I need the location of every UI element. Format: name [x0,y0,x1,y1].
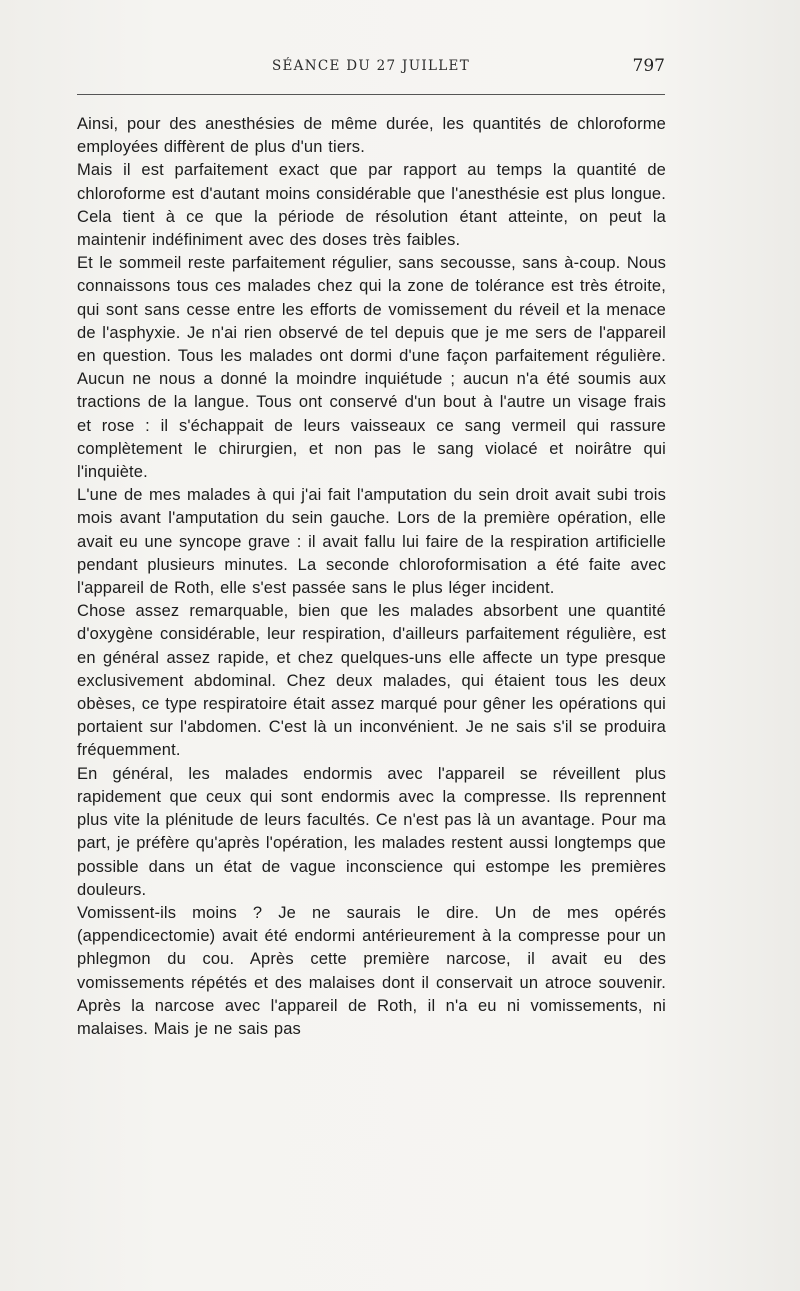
running-head [77,58,665,84]
body-text [77,113,666,1041]
header-rule [77,94,665,95]
page-number: 797 [632,56,665,76]
paragraph: L'une de mes malades à qui j'ai fait l'amputation du sein droit avait subi trois mois avant l'amputation du sein gauche. Lors de la première opération, elle avait eu une syncope grave : il avait fallu lui faire de la respiration artificielle pendant plusieurs minutes. La seconde chloroformisation a été faite avec l'appareil de Roth, elle s'est passée sans le plus léger incident. [77,486,666,598]
paragraph: Vomissent-ils moins ? Je ne saurais le dire. Un de mes opérés (appendicectomie) avait été endormi antérieurement à la compresse pour un phlegmon du cou. Après cette première narcose, il avait eu des vomissements répétés et des malaises dont il conservait un atroce souvenir. Après la narcose avec l'appareil de Roth, il n'a eu ni vomissements, ni malaises. Mais je ne sais pas [77,903,666,1038]
paragraph: Et le sommeil reste parfaitement régulier, sans secousse, sans à-coup. Nous connaissons tous ces malades chez qui la zone de tolérance est très étroite, qui sont sans cesse entre les efforts de vomissement du réveil et la menace de l'asphyxie. Je n'ai rien observé de tel depuis que je me sers de l'appareil en question. Tous les malades ont dormi d'une façon parfaitement régulière. Aucun ne nous a donné la moindre inquiétude ; aucun n'a été soumis aux tractions de la langue. Tous ont conservé d'un bout à l'autre un visage frais et rose : il s'échappait de leurs vaisseaux ce sang vermeil qui rassure complètement le chirurgien, et non pas le sang violacé et noirâtre qui l'inquiète. [77,254,666,482]
paragraph: En général, les malades endormis avec l'appareil se réveillent plus rapidement que ceux qui sont endormis avec la compresse. Ils reprennent plus vite la plénitude de leurs facultés. Ce n'est pas là un avantage. Pour ma part, je préfère qu'après l'opération, les malades restent aussi longtemps que possible dans un état de vague inconscience qui estompe les premières douleurs. [77,764,666,899]
paragraph: Ainsi, pour des anesthésies de même durée, les quantités de chloroforme employées diffèrent de plus d'un tiers. [77,115,666,157]
paragraph: Mais il est parfaitement exact que par rapport au temps la quantité de chloroforme est d'autant moins considérable que l'anesthésie est plus longue. Cela tient à ce que la période de résolution étant atteinte, on peut la maintenir indéfiniment avec des doses très faibles. [77,161,666,250]
running-title: SÉANCE DU 27 JUILLET [271,58,470,74]
paragraph: Chose assez remarquable, bien que les malades absorbent une quantité d'oxygène considérable, leur respiration, d'ailleurs parfaitement régulière, est en général assez rapide, et chez quelques-uns elle affecte un type presque exclusivement abdominal. Chez deux malades, qui étaient tous les deux obèses, ce type respiratoire était assez marqué pour gêner les opérations qui portaient sur l'abdomen. C'est là un inconvénient. Je ne sais s'il se produira fréquemment. [77,602,666,760]
